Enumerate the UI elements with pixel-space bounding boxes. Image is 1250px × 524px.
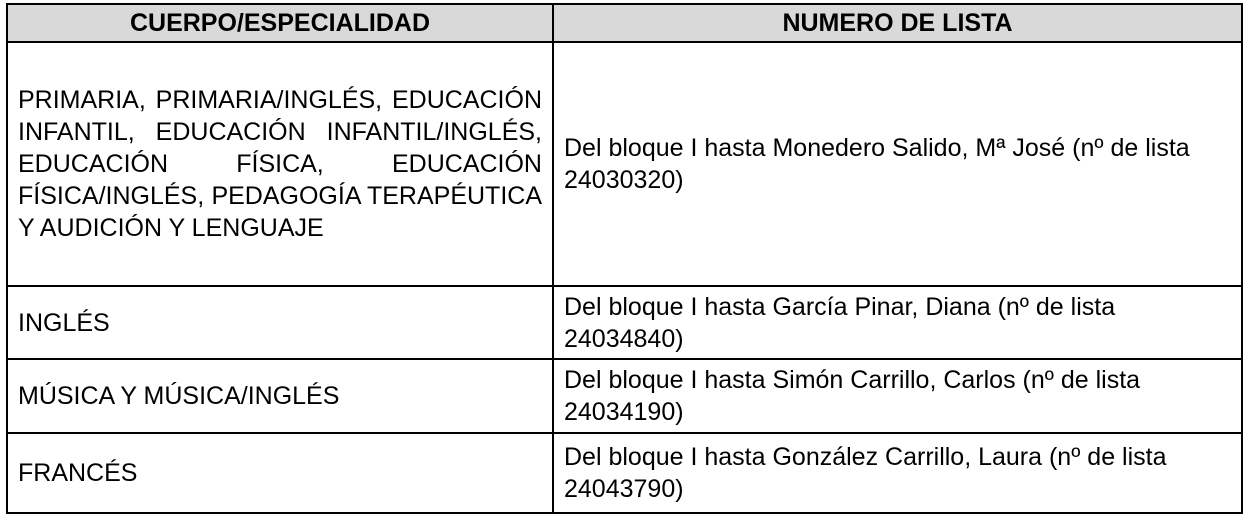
- numero-cell: Del bloque I hasta Monedero Salido, Mª José (nº de lista 24030320): [553, 42, 1242, 286]
- cuerpo-cell: PRIMARIA, PRIMARIA/INGLÉS, EDUCACIÓN INFANTIL, EDUCACIÓN INFANTIL/INGLÉS, EDUCACIÓN FÍSICA, EDUCACIÓN FÍSICA/INGLÉS, PEDAGOGÍA TERAPÉUTICA Y AUDICIÓN Y LENGUAJE: [7, 42, 553, 286]
- table-row: [7, 359, 1242, 433]
- numero-cell: Del bloque I hasta Simón Carrillo, Carlos (nº de lista 24034190): [553, 359, 1242, 433]
- table-row: [7, 42, 1242, 286]
- cuerpo-cell: INGLÉS: [7, 286, 553, 359]
- numero-cell: Del bloque I hasta González Carrillo, Laura (nº de lista 24043790): [553, 433, 1242, 513]
- header-numero-de-lista: NUMERO DE LISTA: [553, 4, 1242, 42]
- table-header-row: [7, 4, 1242, 42]
- header-cuerpo-especialidad: CUERPO/ESPECIALIDAD: [7, 4, 553, 42]
- cuerpo-cell: FRANCÉS: [7, 433, 553, 513]
- table-row: [7, 286, 1242, 359]
- specialty-list-table: [6, 3, 1243, 514]
- cuerpo-cell: MÚSICA Y MÚSICA/INGLÉS: [7, 359, 553, 433]
- table-row: [7, 433, 1242, 513]
- numero-cell: Del bloque I hasta García Pinar, Diana (nº de lista 24034840): [553, 286, 1242, 359]
